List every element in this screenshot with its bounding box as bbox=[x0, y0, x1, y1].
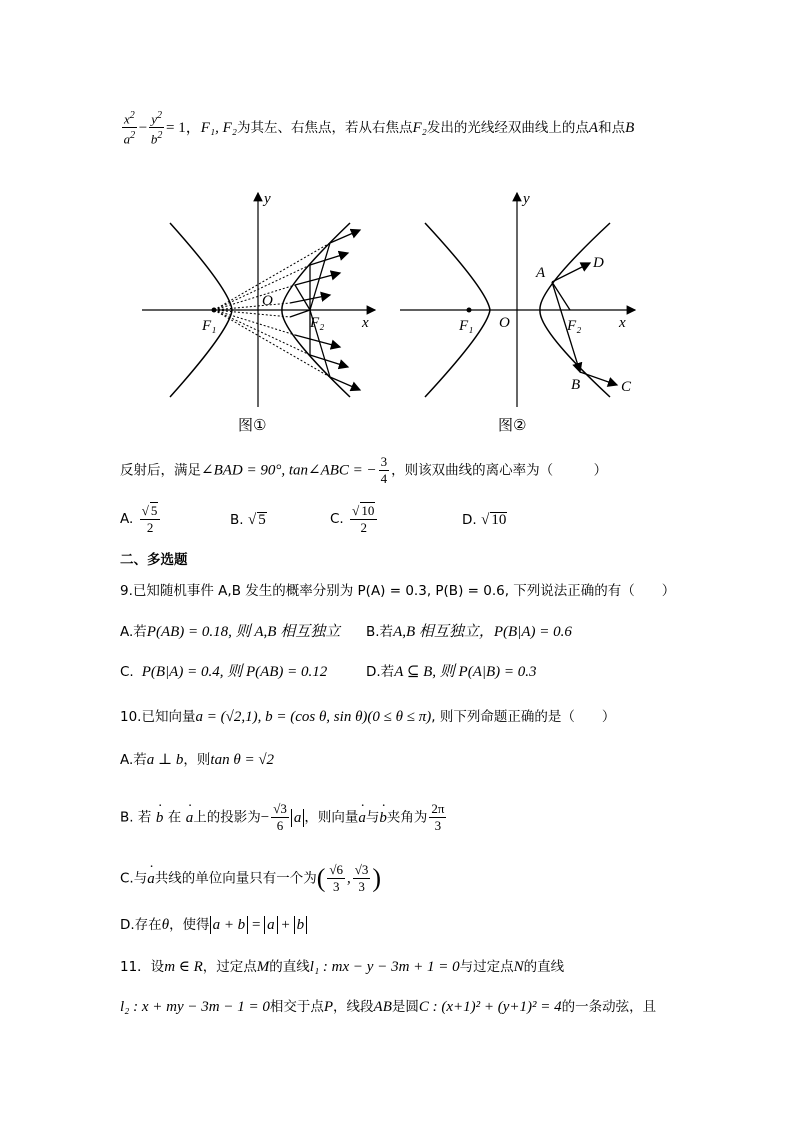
q10-suffix: , 则下列命题正确的是（ ） bbox=[431, 709, 616, 725]
q9-a-math: P(AB) = 0.18, 则 A,B 相互独立 bbox=[146, 624, 341, 640]
fig2-c-label: C bbox=[621, 379, 632, 395]
q8-frac-num: 3 bbox=[380, 454, 388, 469]
q9-a-label: A.若 bbox=[120, 624, 147, 640]
q8-option-a-label: A. bbox=[120, 511, 134, 527]
equals-one: = 1， bbox=[166, 119, 201, 136]
section-header: 二、多选题 bbox=[120, 552, 188, 568]
q8-text-2: ，则该双曲线的离心率为（ ） bbox=[391, 462, 608, 479]
x-squared-fraction: $\frac{x^2}{a^2}$ bbox=[123, 110, 136, 147]
q10-b-vec-b: · b bbox=[156, 808, 164, 828]
q9-option-c[interactable] bbox=[120, 662, 327, 682]
q8-c-den: 2 bbox=[360, 520, 367, 535]
q8-a-den: 2 bbox=[146, 520, 154, 535]
q8-d-val: 10 bbox=[491, 512, 507, 528]
q11-t1: ，过定点 bbox=[202, 959, 257, 975]
fig2-ray-f2-a bbox=[552, 282, 570, 310]
q9-c-label: C. bbox=[120, 664, 134, 680]
q10-option-a[interactable] bbox=[120, 750, 274, 770]
q8-b-val: 5 bbox=[258, 512, 266, 528]
fig1-x-label: x bbox=[362, 315, 369, 331]
q9-b-math: A,B 相互独立，P(B|A) = 0.6 bbox=[393, 624, 572, 640]
q10-c-n2: √3 bbox=[354, 862, 369, 877]
q8-option-a-fraction: $\frac{√ 5}{2}$ bbox=[140, 502, 161, 536]
q8-option-c[interactable] bbox=[330, 502, 379, 536]
q11-m: m ∈ R bbox=[164, 959, 203, 975]
q11-P: P bbox=[323, 999, 334, 1015]
fig1-f2-label: F₂ bbox=[310, 315, 325, 331]
q9-stem: 9.已知随机事件 A,B 发生的概率分别为 P(A) = 0.3, P(B) = 0.6, 下列说法正确的有（ ） bbox=[120, 583, 676, 599]
q11-line-1 bbox=[120, 957, 564, 977]
q10-c-n1: √6 bbox=[329, 862, 344, 877]
q10-b-ang-den: 3 bbox=[434, 818, 442, 833]
q11-l2-t4: 的一条动弦，且 bbox=[561, 999, 657, 1015]
figure-1-caption: 图① bbox=[238, 416, 267, 434]
fig2-ray-b-c bbox=[580, 372, 617, 385]
q10-b-frac-den: 6 bbox=[276, 818, 284, 833]
top-text-2: 发出的光线经双曲线上的点 bbox=[426, 119, 589, 136]
q10-option-d[interactable]: D.存在θ，使得 a + b = a + b bbox=[120, 915, 307, 935]
figure-2-caption: 图② bbox=[498, 416, 527, 434]
fig2-f2-label: F₂ bbox=[567, 318, 582, 334]
q11-t4: 的直线 bbox=[523, 959, 565, 975]
figure-1-diagram bbox=[130, 185, 390, 415]
fig2-o-label: O bbox=[499, 315, 510, 331]
q10-option-b[interactable]: B. 若 · b 在 · a上的投影为− $\frac{√3}{6}$ a ，则向量· a与· b夹角为 $\frac{2\pi}{3}$ bbox=[120, 801, 448, 834]
q11-t2: 的直线 bbox=[269, 959, 310, 975]
q10-b-angle-frac bbox=[429, 801, 446, 834]
point-b-label: B bbox=[625, 119, 635, 136]
q9-c-math: P(B|A) = 0.4, 则 P(AB) = 0.12 bbox=[141, 664, 328, 680]
fig2-y-label: y bbox=[523, 191, 530, 207]
q8-option-d[interactable]: D. √ 10 bbox=[462, 512, 507, 528]
y-squared-fraction: $\frac{y^2}{b^2}$ bbox=[150, 110, 163, 147]
q10-d-text: ，使得 bbox=[169, 917, 210, 933]
q10-b-mid: ，则向量 bbox=[304, 809, 359, 826]
q9-b-label: B.若 bbox=[366, 624, 394, 640]
q9-option-a[interactable] bbox=[120, 622, 340, 642]
q10-d-abs-b: b bbox=[294, 916, 308, 934]
q8-condition-line bbox=[120, 454, 607, 487]
fig1-o-label: O bbox=[262, 293, 273, 309]
q11-l1-eq: l₁ : mx − y − 3m + 1 = 0 bbox=[309, 959, 460, 975]
q11-AB: AB bbox=[373, 999, 392, 1015]
fig2-a-label: A bbox=[536, 265, 546, 281]
q10-b-label: B. 若 bbox=[120, 809, 152, 826]
q10-prefix: 10.已知向量 bbox=[120, 709, 196, 725]
q10-b-and: 与 bbox=[365, 809, 380, 826]
fig2-ray-a-d bbox=[552, 263, 590, 282]
q10-b-abs-a: a bbox=[291, 809, 305, 827]
q9-d-math: A ⊆ B, 则 P(A|B) = 0.3 bbox=[394, 664, 537, 680]
fig2-f1-label: F₁ bbox=[459, 318, 474, 334]
q10-c-vec-a: · a bbox=[147, 869, 155, 889]
q10-d-theta: θ bbox=[161, 917, 170, 933]
q8-option-b[interactable]: B. √ 5 bbox=[230, 512, 266, 528]
q10-stem bbox=[120, 707, 615, 727]
q10-stem-math: a = (√2,1), b = (cos θ, sin θ)(0 ≤ θ ≤ π) bbox=[195, 709, 432, 725]
q10-c-text: 共线的单位向量只有一个为 bbox=[154, 870, 317, 887]
q8-option-a[interactable] bbox=[120, 502, 162, 536]
and-text: 和点 bbox=[598, 119, 626, 136]
f2-label: F₂ bbox=[412, 119, 427, 136]
q8-option-b-label: B. bbox=[230, 512, 244, 528]
q8-c-num: 10 bbox=[361, 503, 375, 518]
q10-b-proj-frac bbox=[271, 801, 289, 834]
foci-label: F₁, F₂ bbox=[200, 119, 238, 136]
q10-a-math1: a ⊥ b bbox=[146, 752, 184, 768]
q10-c-label: C.与 bbox=[120, 870, 148, 887]
q8-fraction bbox=[379, 454, 390, 487]
q10-b-proj: 上的投影为 bbox=[193, 809, 261, 826]
q10-b-vec-a: · a bbox=[186, 808, 194, 828]
fig1-y-label: y bbox=[264, 191, 271, 207]
q8-condition: ∠BAD = 90°, tan∠ABC = − bbox=[201, 462, 377, 479]
figure-2-diagram bbox=[395, 185, 645, 415]
fig2-focus-f1 bbox=[467, 308, 472, 313]
q10-b-angle: 夹角为 bbox=[386, 809, 428, 826]
q10-c-d2: 3 bbox=[358, 879, 365, 894]
q11-l2-t3: 是圆 bbox=[391, 999, 419, 1015]
q11-N: N bbox=[513, 959, 524, 975]
q10-c-d1: 3 bbox=[332, 879, 340, 894]
q8-text-1: 反射后，满足 bbox=[120, 462, 201, 479]
q10-d-abs-sum: a + b bbox=[210, 916, 249, 934]
q10-d-abs-a: a bbox=[264, 916, 278, 934]
q10-option-c[interactable]: C.与· a共线的单位向量只有一个为( $\frac{√6}{3}$ , $\frac{√3}{3}$ ) bbox=[120, 862, 381, 895]
q9-option-b[interactable] bbox=[366, 622, 572, 642]
q9-d-label: D.若 bbox=[366, 664, 395, 680]
fig1-f1-label: F₁ bbox=[202, 318, 217, 334]
q11-l2-eq: l₂ : x + my − 3m − 1 = 0 bbox=[120, 999, 270, 1015]
q10-d-label: D.存在 bbox=[120, 917, 162, 933]
q11-line-2 bbox=[120, 997, 656, 1017]
q8-option-c-fraction: $\frac{√ 10}{2}$ bbox=[350, 502, 377, 536]
q10-a-math2: tan θ = √2 bbox=[210, 752, 275, 768]
q10-b-in: 在 bbox=[167, 809, 182, 826]
point-a-label: A bbox=[588, 119, 599, 136]
q10-a-mid: ，则 bbox=[183, 752, 211, 768]
fig2-d-label: D bbox=[593, 255, 604, 271]
q10-a-label: A.若 bbox=[120, 752, 147, 768]
q8-option-d-label: D. bbox=[462, 512, 477, 528]
hyperbola-line: $\frac{x^2}{a^2}$ − $\frac{y^2}{b^2}$ = 1，F₁, F₂为其左、右焦点，若从右焦点F₂发出的光线经双曲线上的点A和点B bbox=[123, 110, 635, 147]
q11-l2-t2: ，线段 bbox=[333, 999, 374, 1015]
q11-circle: C : (x+1)² + (y+1)² = 4 bbox=[418, 999, 562, 1015]
q8-option-c-label: C. bbox=[330, 511, 344, 527]
fig2-x-label: x bbox=[619, 315, 626, 331]
q11-t3: 与过定点 bbox=[459, 959, 514, 975]
q11-l2-t1: 相交于点 bbox=[269, 999, 324, 1015]
top-text-1: 为其左、右焦点，若从右焦点 bbox=[237, 119, 413, 136]
q10-b-frac-num: √3 bbox=[273, 801, 287, 816]
q9-option-d[interactable] bbox=[366, 662, 537, 682]
q11-prefix: 11．设 bbox=[120, 959, 165, 975]
q8-frac-den: 4 bbox=[380, 471, 388, 486]
q8-a-num: 5 bbox=[150, 503, 158, 518]
q10-b-ang-num: 2π bbox=[431, 801, 445, 816]
q11-M: M bbox=[256, 959, 270, 975]
fig2-b-label: B bbox=[571, 377, 581, 393]
